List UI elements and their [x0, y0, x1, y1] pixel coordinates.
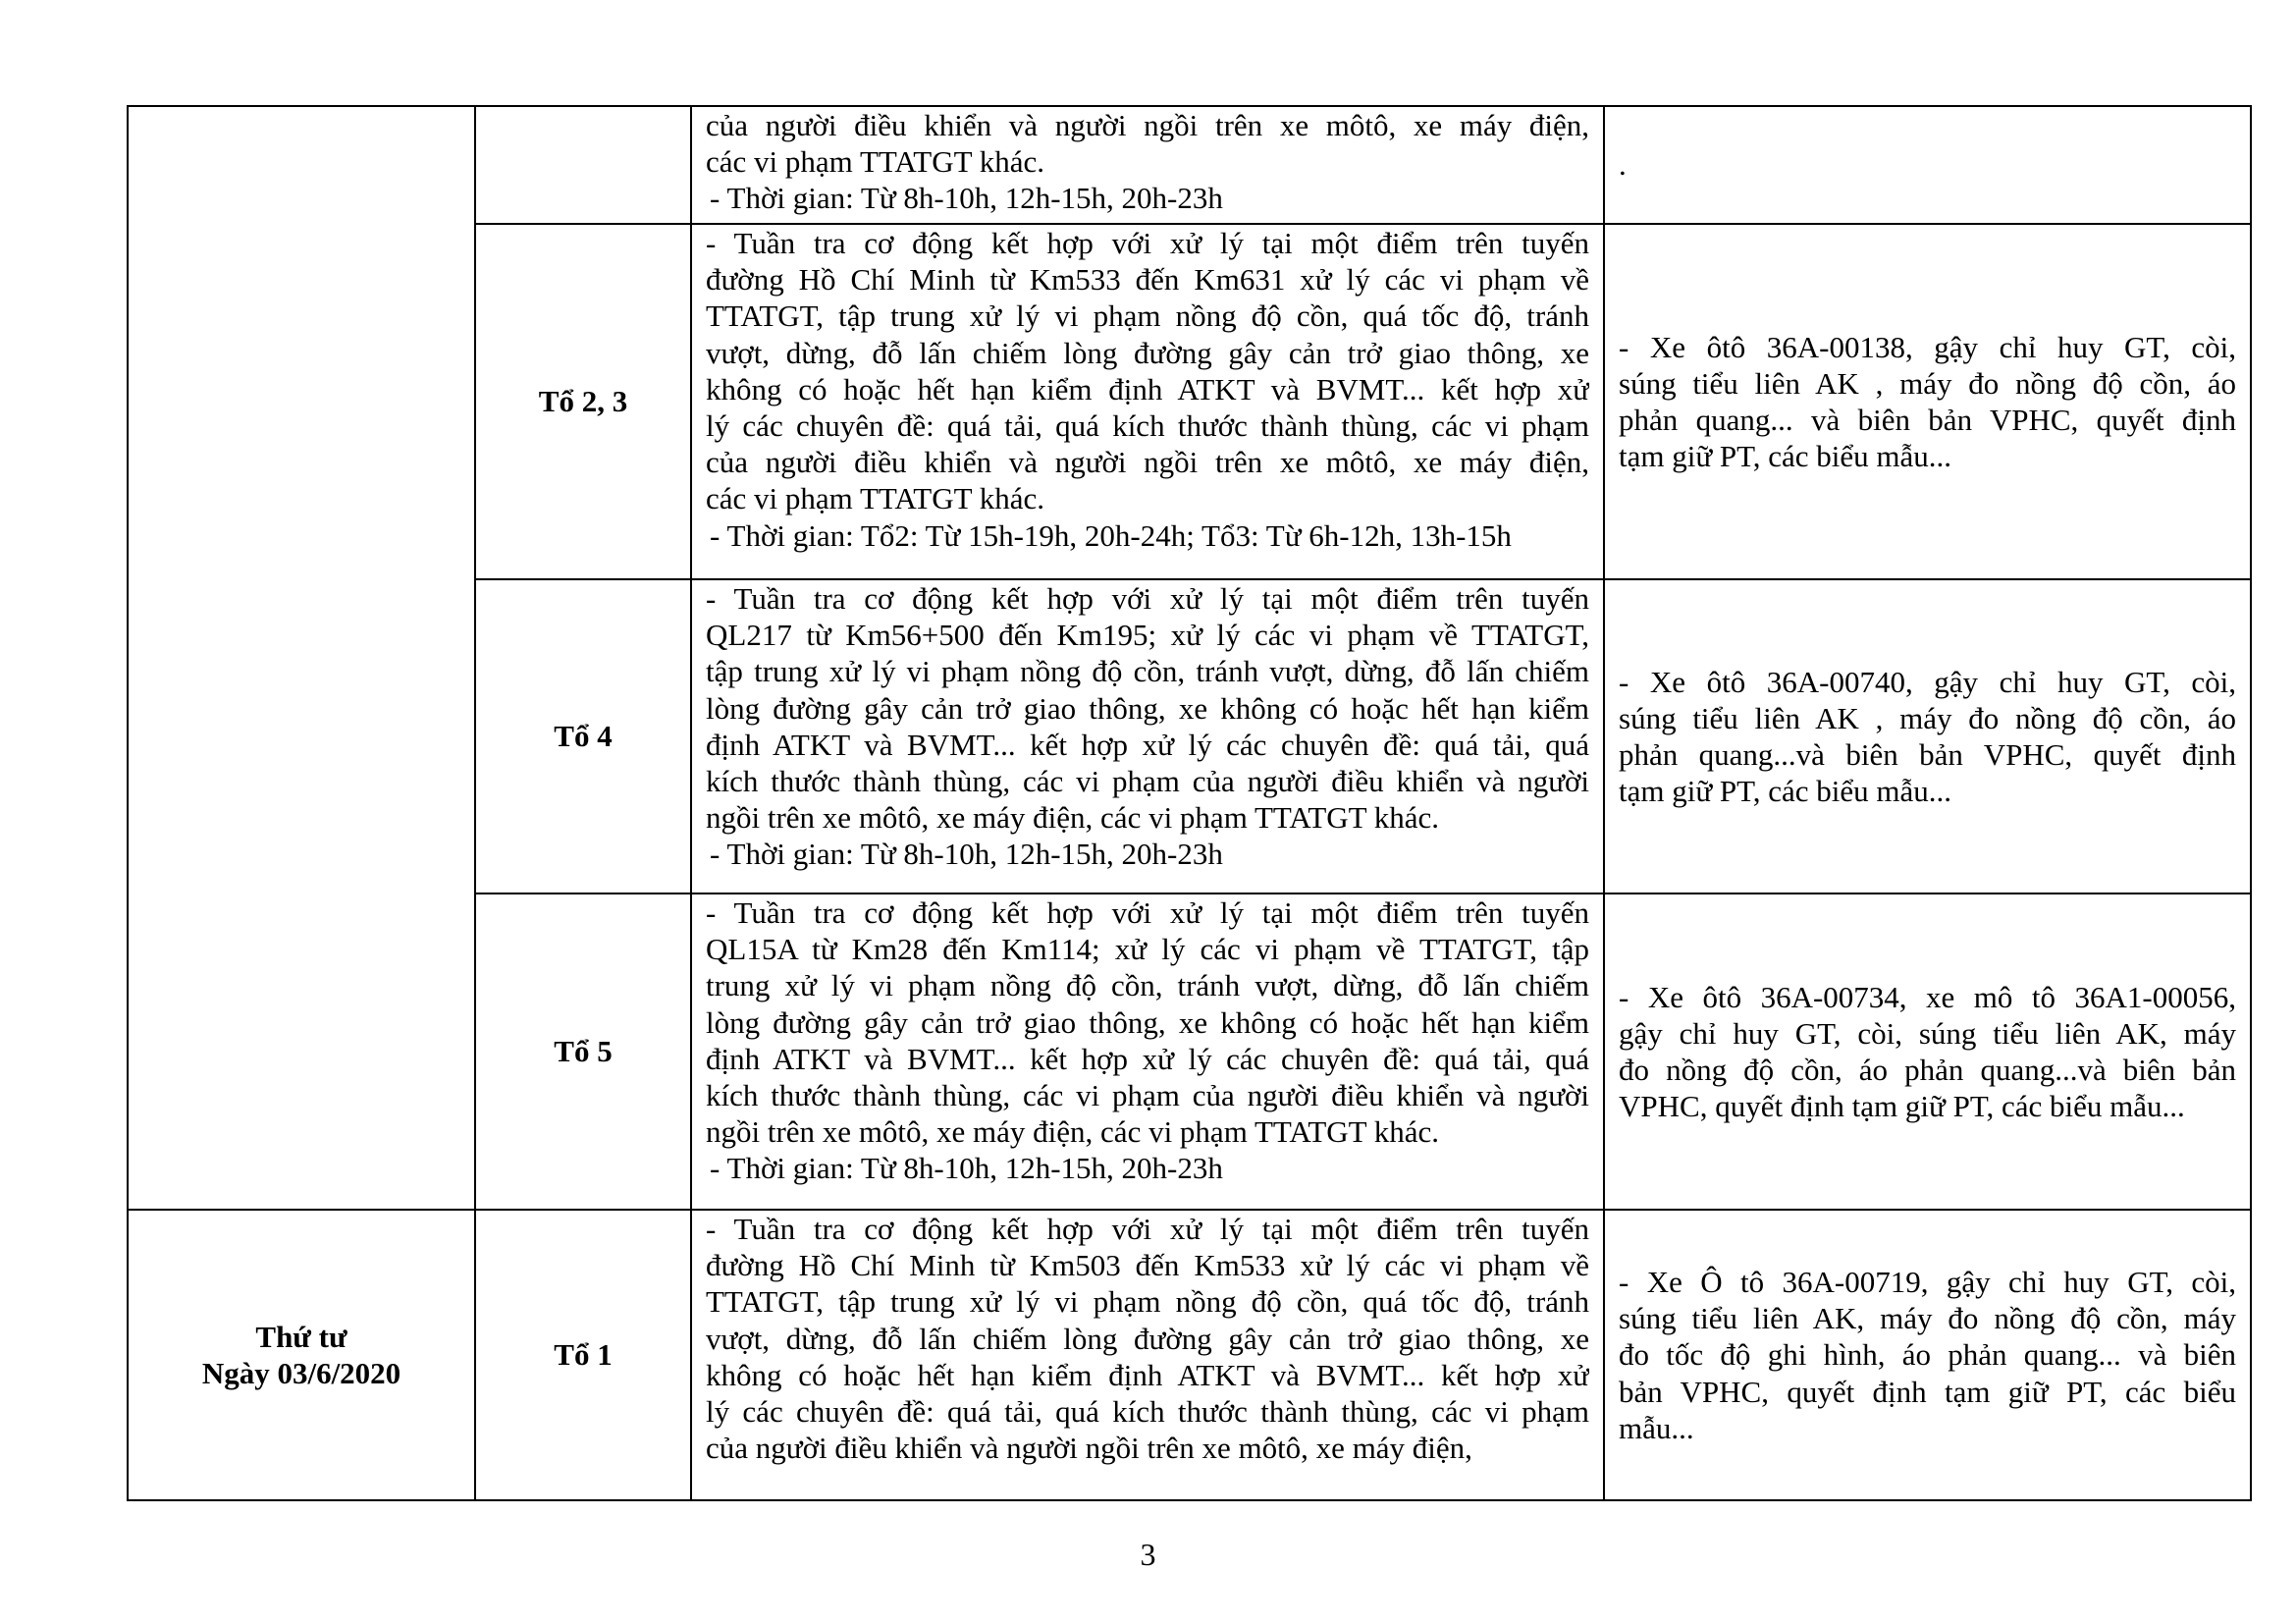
task-text-line: lòng đường gây cản trở giao thông, xe không có hoặc hết hạn kiểm [706, 1004, 1589, 1040]
equipment-text-line: VPHC, quyết định tạm giữ PT, các biểu mẫu... [1619, 1089, 2185, 1124]
task-text-line: TTATGT, tập trung xử lý vi phạm nồng độ cồn, quá tốc độ, tránh [706, 1284, 1589, 1320]
task-text-line: vượt, dừng, đỗ lấn chiếm lòng đường gây cản trở giao thông, xe [706, 1321, 1589, 1356]
task-text-line: - Tuần tra cơ động kết hợp với xử lý tại một điểm trên tuyến [706, 1212, 1589, 1246]
equipment-text-line: tạm giữ PT, các biểu mẫu... [1619, 774, 1952, 809]
task-text-line: định ATKT và BVMT... kết hợp xử lý các chuyên đề: quá tải, quá [706, 727, 1589, 762]
equipment-text-line: - Xe ôtô 36A-00740, gậy chỉ huy GT, còi, [1619, 664, 2236, 699]
task-cell [691, 579, 1604, 893]
task-text-line: kích thước thành thùng, các vi phạm của người điều khiển và người [706, 1077, 1589, 1112]
task-time: - Thời gian: Từ 8h-10h, 12h-15h, 20h-23h [710, 1151, 1223, 1186]
task-text-line: QL15A từ Km28 đến Km114; xử lý các vi phạm về TTATGT, tập [706, 932, 1589, 967]
equipment-cell [1604, 1210, 2251, 1500]
task-text-line: không có hoặc hết hạn kiểm định ATKT và BVMT... kết hợp xử [706, 1357, 1589, 1392]
equipment-text-line: gậy chỉ huy GT, còi, súng tiểu liên AK, máy [1619, 1015, 2236, 1051]
page-number: 3 [1140, 1537, 1156, 1572]
equipment-text-line: phản quang...và biên bản VPHC, quyết định [1619, 737, 2236, 772]
task-text-line: các vi phạm TTATGT khác. [706, 144, 1045, 180]
equipment-text-line: phản quang... và biên bản VPHC, quyết định [1619, 403, 2236, 437]
task-text-line: đường Hồ Chí Minh từ Km533 đến Km631 xử lý các vi phạm về [706, 262, 1589, 298]
equipment-cell [1604, 579, 2251, 893]
task-text-line: TTATGT, tập trung xử lý vi phạm nồng độ cồn, quá tốc độ, tránh [706, 298, 1589, 334]
schedule-row [128, 106, 2251, 224]
equipment-text-line: súng tiểu liên AK, máy đo nồng độ cồn, máy [1619, 1301, 2236, 1336]
team-label: Tổ 1 [554, 1337, 613, 1373]
equipment-cell [1604, 106, 2251, 224]
team-label: Tổ 5 [554, 1034, 613, 1069]
team-cell [475, 224, 691, 579]
team-cell [475, 893, 691, 1210]
team-cell [475, 106, 691, 224]
team-label: Tổ 4 [554, 719, 613, 754]
equipment-text-line: bản VPHC, quyết định tạm giữ PT, các biểu [1619, 1374, 2236, 1409]
equipment-text-line: . [1619, 147, 1627, 183]
task-text-line: của người điều khiển và người ngồi trên xe môtô, xe máy điện, [706, 445, 1589, 480]
task-text-line: QL217 từ Km56+500 đến Km195; xử lý các vi phạm về TTATGT, [706, 618, 1589, 653]
task-text-line: không có hoặc hết hạn kiểm định ATKT và BVMT... kết hợp xử [706, 371, 1589, 406]
equipment-text-line: súng tiểu liên AK , máy đo nồng độ cồn, áo [1619, 365, 2236, 401]
task-time: - Thời gian: Tổ2: Từ 15h-19h, 20h-24h; Tổ3: Từ 6h-12h, 13h-15h [710, 517, 1512, 553]
task-text-line: các vi phạm TTATGT khác. [706, 481, 1045, 516]
task-text-line: kích thước thành thùng, các vi phạm của người điều khiển và người [706, 763, 1589, 798]
team-label: Tổ 2, 3 [538, 384, 628, 419]
equipment-text-line: - Xe Ô tô 36A-00719, gậy chỉ huy GT, còi, [1619, 1265, 2236, 1300]
equipment-text-line: đo nồng độ cồn, áo phản quang...và biên bản [1619, 1053, 2236, 1087]
team-cell [475, 1210, 691, 1500]
task-text-line: lý các chuyên đề: quá tải, quá kích thước thành thùng, các vi phạm [706, 407, 1589, 443]
equipment-cell [1604, 224, 2251, 579]
day-cell [128, 1210, 475, 1500]
task-cell [691, 1210, 1604, 1500]
equipment-text-line: - Xe ôtô 36A-00138, gậy chỉ huy GT, còi, [1619, 329, 2236, 364]
equipment-text-line: súng tiểu liên AK , máy đo nồng độ cồn, áo [1619, 700, 2236, 735]
task-cell [691, 224, 1604, 579]
task-text-line: vượt, dừng, đỗ lấn chiếm lòng đường gây cản trở giao thông, xe [706, 335, 1589, 370]
task-text-line: ngồi trên xe môtô, xe máy điện, các vi phạm TTATGT khác. [706, 800, 1440, 836]
task-cell [691, 893, 1604, 1210]
task-text-line: trung xử lý vi phạm nồng độ cồn, tránh vượt, dừng, đỗ lấn chiếm [706, 968, 1589, 1003]
task-text-line: lý các chuyên đề: quá tải, quá kích thước thành thùng, các vi phạm [706, 1393, 1589, 1429]
task-text-line: tập trung xử lý vi phạm nồng độ cồn, tránh vượt, dừng, đỗ lấn chiếm [706, 654, 1589, 689]
day-label: Ngày 03/6/2020 [201, 1356, 401, 1390]
task-text-line: - Tuần tra cơ động kết hợp với xử lý tại một điểm trên tuyến [706, 895, 1589, 930]
day-cell [128, 106, 475, 1210]
task-text-line: của người điều khiển và người ngồi trên xe môtô, xe máy điện, [706, 108, 1589, 142]
task-text-line: của người điều khiển và người ngồi trên xe môtô, xe máy điện, [706, 1431, 1472, 1466]
task-text-line: ngồi trên xe môtô, xe máy điện, các vi phạm TTATGT khác. [706, 1114, 1440, 1150]
equipment-text-line: đo tốc độ ghi hình, áo phản quang... và biên [1619, 1337, 2236, 1373]
equipment-text-line: tạm giữ PT, các biểu mẫu... [1619, 439, 1952, 474]
task-text-line: - Tuần tra cơ động kết hợp với xử lý tại một điểm trên tuyến [706, 581, 1589, 616]
task-text-line: - Tuần tra cơ động kết hợp với xử lý tại một điểm trên tuyến [706, 226, 1589, 260]
task-cell [691, 106, 1604, 224]
task-text-line: lòng đường gây cản trở giao thông, xe không có hoặc hết hạn kiểm [706, 690, 1589, 726]
schedule-table [127, 105, 2252, 1501]
task-time: - Thời gian: Từ 8h-10h, 12h-15h, 20h-23h [710, 181, 1223, 216]
equipment-cell [1604, 893, 2251, 1210]
task-text-line: đường Hồ Chí Minh từ Km503 đến Km533 xử lý các vi phạm về [706, 1248, 1589, 1283]
schedule-row [128, 1210, 2251, 1500]
task-time: - Thời gian: Từ 8h-10h, 12h-15h, 20h-23h [710, 837, 1223, 872]
equipment-text-line: - Xe ôtô 36A-00734, xe mô tô 36A1-00056, [1619, 979, 2236, 1014]
day-label: Thứ tư [255, 1319, 347, 1354]
equipment-text-line: mẫu... [1619, 1410, 1694, 1445]
schedule-body [128, 106, 2251, 1500]
task-text-line: định ATKT và BVMT... kết hợp xử lý các chuyên đề: quá tải, quá [706, 1041, 1589, 1076]
team-cell [475, 579, 691, 893]
